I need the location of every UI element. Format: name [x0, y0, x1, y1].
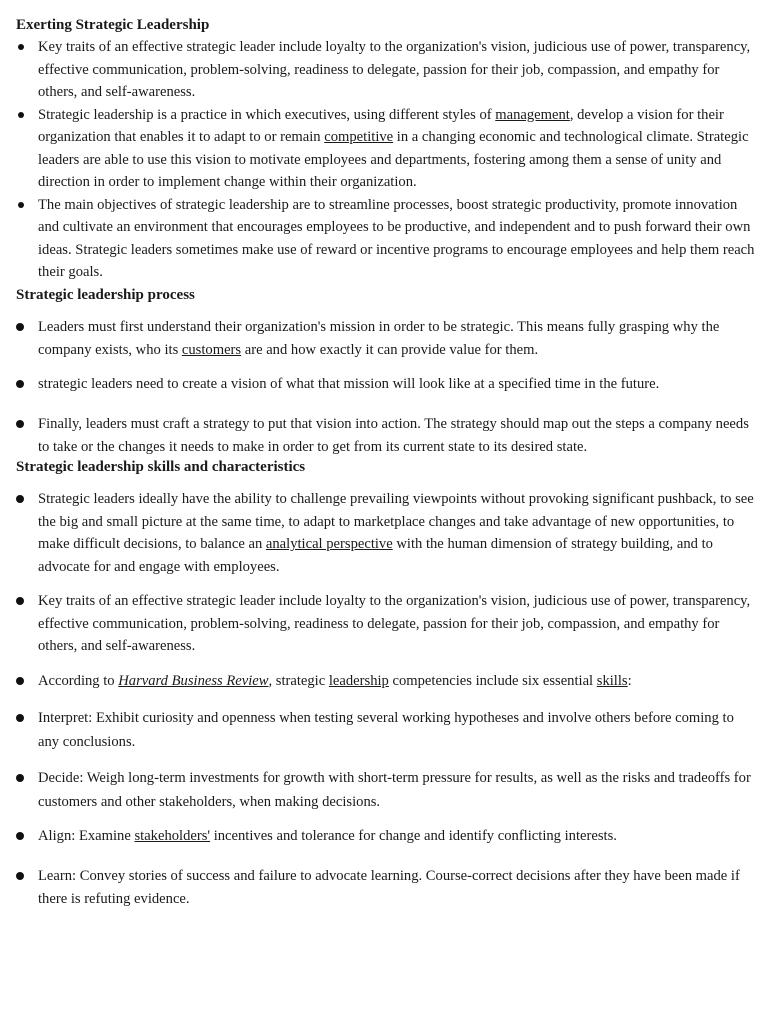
bullet-list-process — [16, 316, 756, 460]
section-heading-process: Strategic leadership process — [16, 286, 195, 303]
list-item: The main objectives of strategic leadership are to streamline processes, boost strategic productivity, promote innovation and cultivate an environment that encourages employees to be productive, and independent and to push forward their own ideas. Strategic leaders sometimes make use of reward or incentive programs to encourage employees and help them reach their goals. — [16, 194, 756, 284]
link-stakeholders[interactable]: stakeholders' — [134, 828, 211, 844]
list-item: Align: Examine stakeholders' incentives and tolerance for change and identify conflicting interests. — [16, 825, 756, 849]
list-item: Key traits of an effective strategic leader include loyalty to the organization's vision, judicious use of power, transparency, effective communication, problem-solving, readiness to delegate, passion for their job, compassion, and empathy for others, and self-awareness. — [16, 590, 756, 658]
section-heading-exerting: Exerting Strategic Leadership — [16, 17, 210, 33]
list-item: Strategic leadership is a practice in which executives, using different styles of management, develop a vision for their organization that enables it to adapt to or remain competitive in a changing economic and technological climate. Strategic leaders are able to use this vision to motivate employees and departments, fostering among them a sense of unity and direction in order to implement change within their organization. — [16, 104, 756, 194]
list-item: Finally, leaders must craft a strategy to put that vision into action. The strategy should map out the steps a company needs to take or the changes it needs to make in order to get from its current state to its desired state. — [16, 413, 756, 459]
link-customers[interactable]: customers — [181, 342, 242, 358]
list-item: Decide: Weigh long-term investments for growth with short-term pressure for results, as well as the risks and tradeoffs for customers and other stakeholders, when making decisions. — [16, 767, 756, 814]
list-item: According to Harvard Business Review, strategic leadership competencies include six essential skills: — [16, 670, 756, 694]
list-item: Leaders must first understand their organization's mission in order to be strategic. This means fully grasping why the company exists, who its customers are and how exactly it can provide value for them. — [16, 316, 756, 363]
bullet-list-exerting — [16, 36, 756, 284]
bullet-list-skills — [16, 488, 756, 912]
link-management[interactable]: management — [495, 106, 570, 123]
list-item: Interpret: Exhibit curiosity and openness when testing several working hypotheses and involve others before coming to any conclusions. — [16, 707, 756, 754]
section-heading-skills: Strategic leadership skills and characteristics — [16, 459, 306, 475]
list-item: Key traits of an effective strategic leader include loyalty to the organization's vision, judicious use of power, transparency, effective communication, problem-solving, readiness to delegate, passion for their job, compassion, and empathy for others, and self-awareness. — [16, 36, 756, 104]
list-item: Learn: Convey stories of success and failure to advocate learning. Course-correct decisions after they have been made if there is refuting evidence. — [16, 865, 756, 912]
link-harvard-business-review[interactable]: Harvard Business Review — [118, 672, 269, 689]
link-leadership[interactable]: leadership — [328, 672, 389, 689]
link-analytical-perspective[interactable]: analytical perspective — [265, 536, 393, 552]
link-competitive[interactable]: competitive — [324, 129, 394, 145]
list-item: strategic leaders need to create a vision of what that mission will look like at a specified time in the future. — [16, 373, 756, 397]
link-skills[interactable]: skills — [596, 672, 628, 689]
list-item: Strategic leaders ideally have the ability to challenge prevailing viewpoints without provoking significant pushback, to see the big and small picture at the same time, to adapt to marketplace changes and take advantage of new opportunities, to make difficult decisions, to balance an analytical perspective with the human dimension of strategy building, and to advocate for and engage with employees. — [16, 488, 756, 578]
